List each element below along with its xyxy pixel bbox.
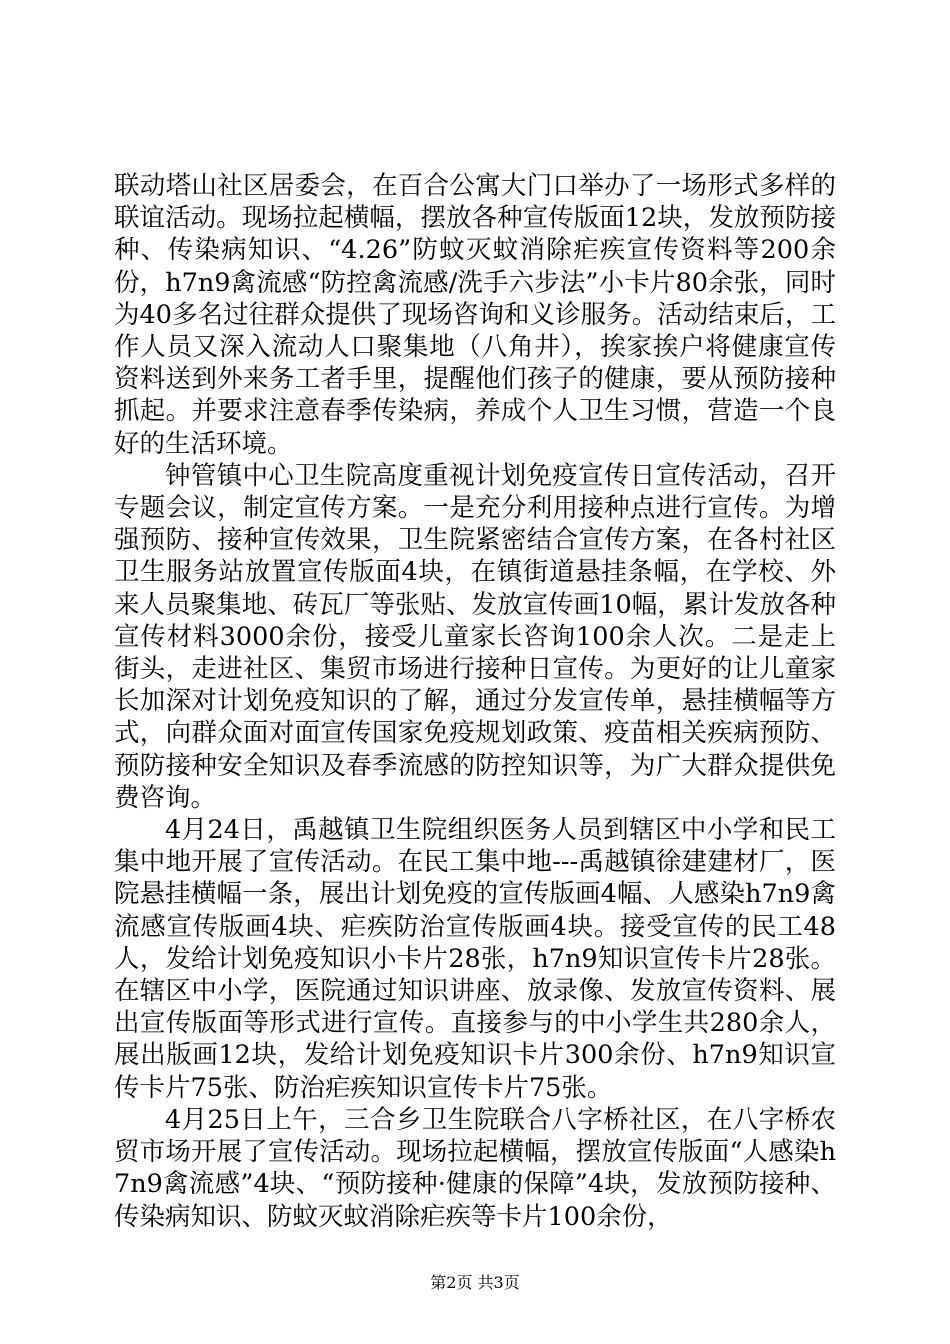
paragraph-zhongguan: 钟管镇中心卫生院高度重视计划免疫宣传日宣传活动，召开专题会议，制定宣传方案。一是充分利用接种点进行宣传。为增强预防、接种宣传效果，卫生院紧密结合宣传方案，在各村社区卫生服务站放置宣传版面4块，在镇街道悬挂条幅，在学校、外来人员聚集地、砖瓦厂等张贴、发放宣传画10幅，累计发放各种宣传材料3000余份，接受儿童家长咨询100余人次。二是走上街头，走进社区、集贸市场进行接种日宣传。为更好的让儿童家长加深对计划免疫知识的了解，通过分发宣传单，悬挂横幅等方式，向群众面对面宣传国家免疫规划政策、疫苗相关疾病预防、预防接种安全知识及春季流感的防控知识等，为广大群众提供免费咨询。 xyxy=(114,460,836,813)
paragraph-continuation: 联动塔山社区居委会，在百合公寓大门口举办了一场形式多样的联谊活动。现场拉起横幅，摆放各种宣传版面12块，发放预防接种、传染病知识、“4.26”防蚊灭蚊消除疟疾宣传资料等200余份，h7n9禽流感“防控禽流感/洗手六步法”小卡片80余张，同时为40多名过往群众提供了现场咨询和义诊服务。活动结束后，工作人员又深入流动人口聚集地（八角井），挨家挨户将健康宣传资料送到外来务工者手里，提醒他们孩子的健康，要从预防接种抓起。并要求注意春季传染病，养成个人卫生习惯，营造一个良好的生活环境。 xyxy=(114,171,836,459)
paragraph-sanhe: 4月25日上午，三合乡卫生院联合八字桥社区，在八字桥农贸市场开展了宣传活动。现场拉起横幅，摆放宣传版面“人感染h7n9禽流感”4块、“预防接种·健康的保障”4块，发放预防接种、传染病知识、防蚊灭蚊消除疟疾等卡片100余份， xyxy=(114,1104,836,1232)
paragraph-yuyue: 4月24日，禹越镇卫生院组织医务人员到辖区中小学和民工集中地开展了宣传活动。在民工集中地---禹越镇徐建建材厂，医院悬挂横幅一条，展出计划免疫的宣传版画4幅、人感染h7n9禽流感宣传版画4块、疟疾防治宣传版画4块。接受宣传的民工48人，发给计划免疫知识小卡片28张，h7n9知识宣传卡片28张。在辖区中小学，医院通过知识讲座、放录像、发放宣传资料、展出宣传版面等形式进行宣传。直接参与的中小学生共280余人，展出版画12块，发给计划免疫知识卡片300余份、h7n9知识宣传卡片75张、防治疟疾知识宣传卡片75张。 xyxy=(114,815,836,1103)
page-footer: 第2页 共3页 xyxy=(430,1273,520,1292)
document-body xyxy=(114,170,836,1233)
